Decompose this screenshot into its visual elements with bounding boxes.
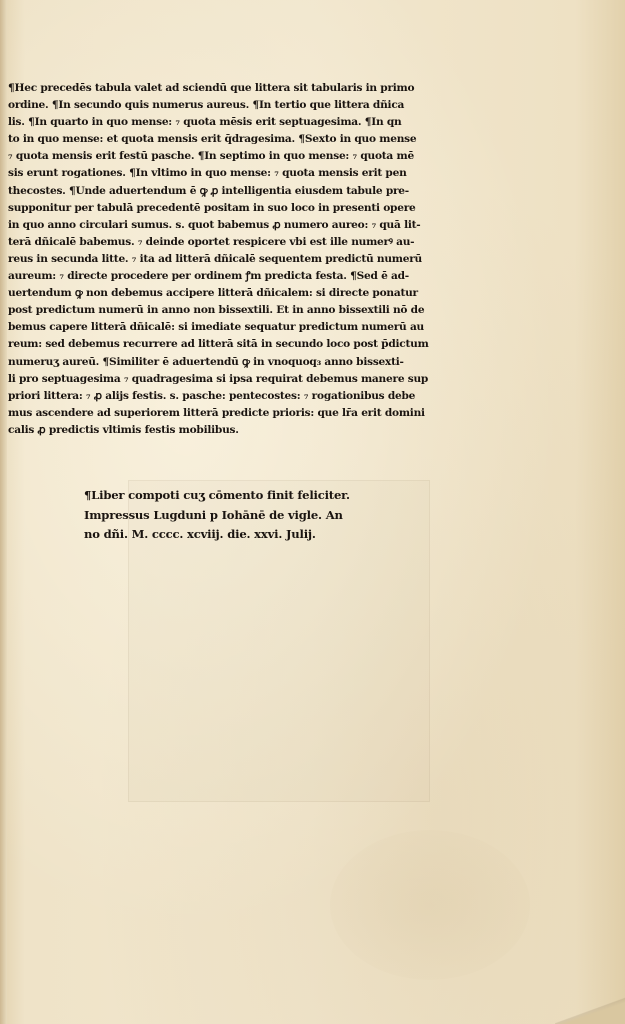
text-line: ¶Hec precedēs tabula valet ad sciendū que littera sit tabularis in primo: [8, 82, 415, 94]
text-line: numeruʒ aureū. ¶Similiter ē aduertendū ꝙ in vnoquoq₃ anno bissexti-: [8, 355, 404, 368]
text-line: in quo anno circulari sumus. s. quot babemus ꝓ numero aureo: ₇ quā lit-: [8, 218, 421, 231]
corner-fold: [555, 996, 625, 1024]
text-line: supponitur per tabulā precedentē positam in suo loco in presenti opere: [8, 201, 416, 214]
paper-stain: [330, 830, 530, 980]
colophon: [84, 486, 384, 545]
colophon-line: ¶Liber compoti cuʒ cōmento finit feliciter.: [84, 488, 350, 502]
colophon-line: Impressus Lugduni p Iohānē de vigle. An: [84, 507, 343, 522]
colophon-line: no dñi. M. cccc. xcviij. die. xxvi. Julij.: [84, 527, 316, 541]
text-line: post predictum numerū in anno non bissextili. Et in anno bissextili nō de: [8, 304, 425, 317]
text-line: aureum: ₇ directe procedere per ordinem ꝭm predicta festa. ¶Sed ē ad-: [8, 270, 409, 283]
text-line: terā dñicalē babemus. ₇ deinde oportet respicere vbi est ille numerꝰ au-: [8, 235, 415, 248]
text-line: ₇ quota mensis erit festū pasche. ¶In septimo in quo mense: ₇ quota mē: [8, 150, 414, 163]
text-line: uertendum ꝙ non debemus accipere litterā dñicalem: si directe ponatur: [8, 287, 418, 300]
text-line: mus ascendere ad superiorem litterā predicte prioris: que lr̄a erit domini: [8, 406, 425, 419]
text-line: li pro septuagesima ₇ quadragesima si ipsa requirat debemus manere sup: [8, 372, 429, 385]
text-line: calis ꝓ predictis vltimis festis mobilibus.: [8, 423, 239, 436]
text-line: ordine. ¶In secundo quis numerus aureus. ¶In tertio que littera dñica: [8, 99, 405, 112]
page-gutter-edge: [0, 0, 7, 1024]
text-line: thecostes. ¶Unde aduertendum ē ꝙ ꝓ intelligentia eiusdem tabule pre-: [8, 184, 409, 197]
text-line: lis. ¶In quarto in quo mense: ₇ quota mēsis erit septuagesima. ¶In qn: [8, 116, 402, 129]
text-line: reum: sed debemus recurrere ad litterā sitā in secundo loco post p̄dictum: [8, 338, 429, 351]
text-line: sis erunt rogationes. ¶In vltimo in quo mense: ₇ quota mensis erit pen: [8, 167, 407, 180]
main-text-block: [8, 80, 470, 439]
text-line: priori littera: ₇ ꝓ alijs festis. s. pasche: pentecostes: ₇ rogationibus debe: [8, 389, 416, 402]
text-line: reus in secunda litte. ₇ ita ad litterā dñicalē sequentem predictū numerū: [8, 252, 422, 265]
text-line: to in quo mense: et quota mensis erit q̄dragesima. ¶Sexto in quo mense: [8, 133, 417, 146]
text-line: bemus capere litterā dñicalē: si imediate sequatur predictum numerū au: [8, 321, 425, 334]
